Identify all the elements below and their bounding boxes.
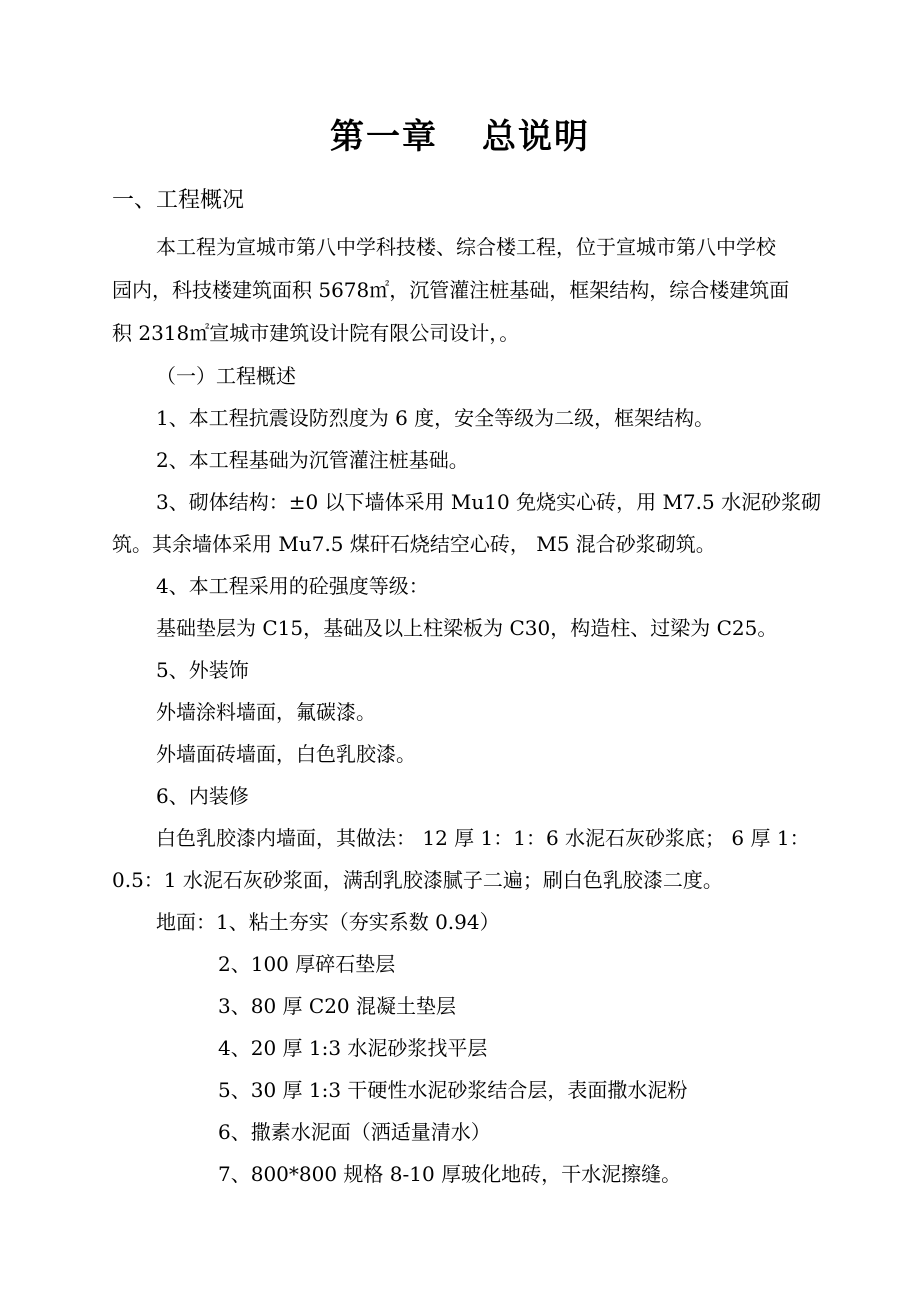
floor-spec-item: 地面：1、粘土夯实（夯实系数 0.94） [156, 910, 500, 934]
floor-spec-item: 3、80 厚 C20 混凝土垫层 [218, 994, 456, 1018]
subsection-heading: （一）工程概述 [156, 364, 296, 388]
list-item: 6、内装修 [156, 784, 249, 808]
list-item: 1、本工程抗震设防烈度为 6 度，安全等级为二级，框架结构。 [156, 406, 715, 430]
floor-spec-item: 4、20 厚 1:3 水泥砂浆找平层 [218, 1036, 488, 1060]
floor-spec-item: 2、100 厚碎石垫层 [218, 952, 396, 976]
list-item: 3、砌体结构：±0 以下墙体采用 Mu10 免烧实心砖，用 M7.5 水泥砂浆砌 [156, 490, 822, 514]
paragraph-line: 0.5：1 水泥石灰砂浆面，满刮乳胶漆腻子二遍；刷白色乳胶漆二度。 [112, 868, 723, 892]
paragraph-line: 本工程为宣城市第八中学科技楼、综合楼工程，位于宣城市第八中学校 [156, 235, 776, 259]
chapter-number: 第一章 [330, 117, 438, 157]
floor-spec-item: 6、撒素水泥面（洒适量清水） [218, 1120, 491, 1144]
list-item: 2、本工程基础为沉管灌注桩基础。 [156, 448, 469, 472]
paragraph-line: 基础垫层为 C15，基础及以上柱梁板为 C30，构造柱、过梁为 C25。 [156, 616, 778, 640]
floor-spec-item: 5、30 厚 1:3 干硬性水泥砂浆结合层，表面撒水泥粉 [218, 1078, 688, 1102]
chapter-title [0, 112, 920, 162]
paragraph-line: 白色乳胶漆内墙面，其做法： 12 厚 1：1：6 水泥石灰砂浆底； 6 厚 1： [156, 826, 810, 850]
section-heading: 一、工程概况 [112, 188, 245, 213]
chapter-name: 总说明 [482, 117, 590, 157]
floor-spec-item: 7、800*800 规格 8-10 厚玻化地砖，干水泥擦缝。 [218, 1162, 682, 1186]
list-item: 5、外装饰 [156, 658, 249, 682]
paragraph-line: 积 2318㎡宣城市建筑设计院有限公司设计，。 [112, 321, 520, 345]
paragraph-line: 外墙涂料墙面，氟碳漆。 [156, 700, 376, 724]
list-item: 4、本工程采用的砼强度等级： [156, 574, 429, 598]
paragraph-line: 园内，科技楼建筑面积 5678㎡，沉管灌注桩基础，框架结构，综合楼建筑面 [112, 278, 790, 302]
paragraph-line: 外墙面砖墙面，白色乳胶漆。 [156, 742, 416, 766]
list-item: 筑。其余墙体采用 Mu7.5 煤矸石烧结空心砖， M5 混合砂浆砌筑。 [112, 532, 716, 556]
